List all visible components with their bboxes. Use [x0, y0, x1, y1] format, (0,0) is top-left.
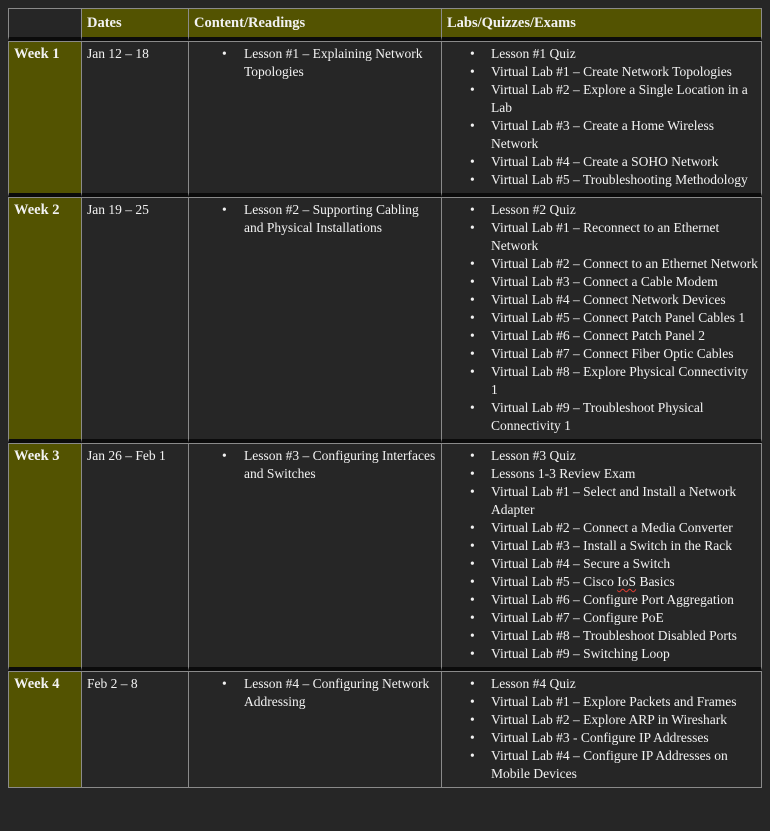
- lab-item: • Virtual Lab #1 – Reconnect to an Ethernet Network: [447, 219, 758, 255]
- lab-item: • Virtual Lab #4 – Secure a Switch: [447, 555, 758, 573]
- lab-item: • Virtual Lab #2 – Connect a Media Converter: [447, 519, 758, 537]
- lab-item: • Lesson #3 Quiz: [447, 447, 758, 465]
- lab-item: • Virtual Lab #9 – Troubleshoot Physical Connectivity 1: [447, 399, 758, 435]
- lab-item: • Virtual Lab #5 – Connect Patch Panel Cables 1: [447, 309, 758, 327]
- lab-item: • Virtual Lab #8 – Explore Physical Connectivity 1: [447, 363, 758, 399]
- dates-value: Jan 26 – Feb 1: [81, 443, 188, 671]
- lab-item: • Virtual Lab #3 – Connect a Cable Modem: [447, 273, 758, 291]
- labs-quizzes-exams-cell: [441, 197, 762, 443]
- content-readings-cell: [188, 197, 441, 443]
- labs-list: [447, 45, 758, 189]
- lab-item: • Virtual Lab #2 – Explore a Single Location in a Lab: [447, 81, 758, 117]
- labs-quizzes-exams-cell: [441, 671, 762, 788]
- content-readings-cell: [188, 41, 441, 197]
- dates-value: Jan 12 – 18: [81, 41, 188, 197]
- lab-item: • Virtual Lab #3 – Create a Home Wireless Network: [447, 117, 758, 153]
- lab-item: • Virtual Lab #3 – Install a Switch in the Rack: [447, 537, 758, 555]
- content-readings-cell: [188, 443, 441, 671]
- lab-item-text: Basics: [636, 574, 675, 589]
- lab-item: • Lesson #2 Quiz: [447, 201, 758, 219]
- lab-item: [447, 573, 758, 591]
- corner-header-cell: [8, 8, 81, 41]
- content-item: • Lesson #4 – Configuring Network Addressing: [194, 675, 438, 711]
- content-item: • Lesson #3 – Configuring Interfaces and Switches: [194, 447, 438, 483]
- content-item: • Lesson #1 – Explaining Network Topologies: [194, 45, 438, 81]
- labs-quizzes-exams-cell: [441, 41, 762, 197]
- lab-item: • Virtual Lab #6 – Configure Port Aggregation: [447, 591, 758, 609]
- content-list: [194, 201, 438, 237]
- content-list: [194, 447, 438, 483]
- lab-item: • Virtual Lab #3 - Configure IP Addresses: [447, 729, 758, 747]
- lab-item: • Virtual Lab #4 – Configure IP Addresses on Mobile Devices: [447, 747, 758, 783]
- content-item: • Lesson #2 – Supporting Cabling and Physical Installations: [194, 201, 438, 237]
- lab-item: • Virtual Lab #8 – Troubleshoot Disabled Ports: [447, 627, 758, 645]
- lab-item: • Virtual Lab #7 – Connect Fiber Optic Cables: [447, 345, 758, 363]
- lab-item: • Virtual Lab #7 – Configure PoE: [447, 609, 758, 627]
- dates-value: Jan 19 – 25: [81, 197, 188, 443]
- lab-item: • Virtual Lab #2 – Connect to an Ethernet Network: [447, 255, 758, 273]
- labs-list: [447, 201, 758, 435]
- labs-list: [447, 675, 758, 783]
- week-label: Week 3: [8, 443, 81, 671]
- lab-item: • Virtual Lab #1 – Select and Install a Network Adapter: [447, 483, 758, 519]
- table-row-week-3: [8, 443, 762, 671]
- content-readings-cell: [188, 671, 441, 788]
- lab-item: • Lesson #4 Quiz: [447, 675, 758, 693]
- lab-item: • Virtual Lab #5 – Troubleshooting Methodology: [447, 171, 758, 189]
- course-schedule-table: [8, 8, 762, 788]
- lab-item: • Lesson #1 Quiz: [447, 45, 758, 63]
- table-row-week-1: [8, 41, 762, 197]
- lab-item: • Virtual Lab #6 – Connect Patch Panel 2: [447, 327, 758, 345]
- week-label: Week 1: [8, 41, 81, 197]
- header-row: [8, 8, 762, 41]
- column-header-dates: Dates: [81, 8, 188, 41]
- misspelled-word: IoS: [617, 574, 637, 589]
- lab-item: • Virtual Lab #2 – Explore ARP in Wireshark: [447, 711, 758, 729]
- table-row-week-4: [8, 671, 762, 788]
- labs-list: [447, 447, 758, 663]
- labs-quizzes-exams-cell: [441, 443, 762, 671]
- lab-item: • Virtual Lab #1 – Explore Packets and Frames: [447, 693, 758, 711]
- lab-item: • Virtual Lab #4 – Create a SOHO Network: [447, 153, 758, 171]
- content-list: [194, 45, 438, 81]
- column-header-content-readings: Content/Readings: [188, 8, 441, 41]
- week-label: Week 2: [8, 197, 81, 443]
- lab-item: • Virtual Lab #9 – Switching Loop: [447, 645, 758, 663]
- lab-item: • Virtual Lab #1 – Create Network Topologies: [447, 63, 758, 81]
- content-list: [194, 675, 438, 711]
- lab-item-text: Virtual Lab #5 – Cisco: [491, 574, 618, 589]
- column-header-labs-quizzes-exams: Labs/Quizzes/Exams: [441, 8, 762, 41]
- table-row-week-2: [8, 197, 762, 443]
- week-label: Week 4: [8, 671, 81, 788]
- dates-value: Feb 2 – 8: [81, 671, 188, 788]
- lab-item: • Virtual Lab #4 – Connect Network Devices: [447, 291, 758, 309]
- lab-item: • Lessons 1-3 Review Exam: [447, 465, 758, 483]
